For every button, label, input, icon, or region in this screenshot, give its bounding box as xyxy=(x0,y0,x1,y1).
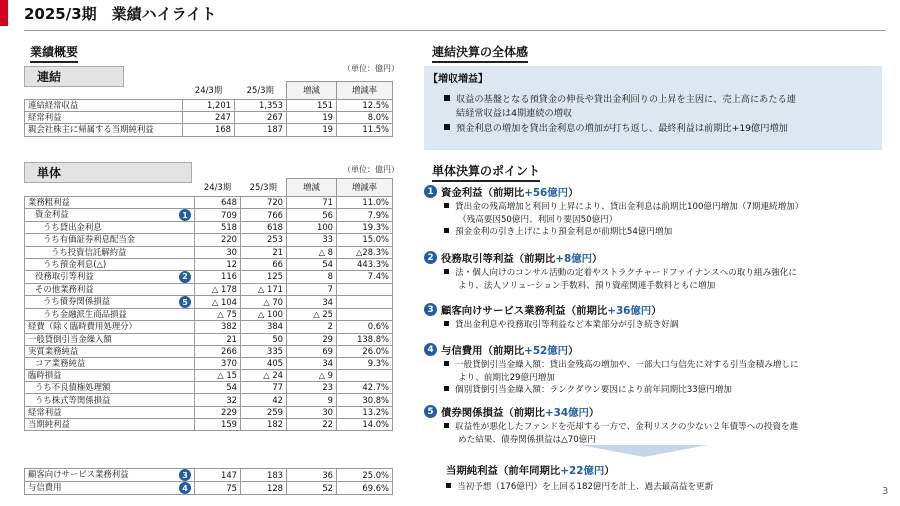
point-heading-2 xyxy=(424,250,602,265)
cell-v25: 182 xyxy=(241,418,287,430)
cell-diff: 56 xyxy=(287,209,337,222)
table-row xyxy=(25,246,393,258)
table-row xyxy=(25,296,393,309)
point-title: 資金利益 xyxy=(441,187,483,199)
gain-bullet-2-text: 預金利息の増加を貸出金利息の増加が打ち返し、最終利益は前期比+19億円増加 xyxy=(456,123,788,134)
point-4-line-1 xyxy=(444,359,884,372)
row-label xyxy=(25,283,195,295)
row-label-text: 顧客向けサービス業務利益 xyxy=(28,469,129,479)
point-4-line-2 xyxy=(458,372,884,385)
overview-section-title-text: 業績概要 xyxy=(30,45,79,59)
point-heading-3 xyxy=(424,302,662,317)
cell-v25: 125 xyxy=(241,270,287,283)
table-row xyxy=(25,382,393,394)
standalone-points-title-text: 単体決算のポイント xyxy=(432,164,541,178)
cell-v25: 50 xyxy=(241,333,287,345)
point-1-line-1 xyxy=(444,201,884,214)
row-label-text: 資金利益 xyxy=(35,209,69,220)
row-label-text: 与信費用 xyxy=(28,482,62,492)
point-title: 顧客向けサービス業務利益 xyxy=(441,305,566,317)
row-label xyxy=(25,382,195,394)
table-row xyxy=(25,270,393,283)
row-label-text: 臨時損益 xyxy=(28,370,62,381)
point-marker-icon: 1 xyxy=(179,209,191,221)
point-line-text: より、法人ソリューション手数料、預り資産関連手数料ともに増加 xyxy=(458,280,716,291)
point-1-line-3 xyxy=(444,226,884,239)
row-label xyxy=(25,197,195,209)
cell-diff: 151 xyxy=(287,100,337,112)
cell-diff: 100 xyxy=(287,222,337,234)
cell-v25: 183 xyxy=(241,469,287,482)
row-label xyxy=(25,100,183,112)
net-income-line-text: 当初予想（176億円）を上回る182億円を計上、過去最高益を更新 xyxy=(457,482,714,492)
cell-v25: 66 xyxy=(241,258,287,270)
standalone-header-25: 25/3期 xyxy=(241,179,287,197)
consolidated-header-diff: 増減 xyxy=(287,82,337,100)
standalone-label: 単体 xyxy=(24,162,192,183)
table-row xyxy=(25,482,393,495)
row-label xyxy=(25,370,195,382)
cell-v24: 30 xyxy=(195,246,241,258)
cell-v25: 77 xyxy=(241,382,287,394)
row-label-text: うち投資信託解約益 xyxy=(51,246,127,257)
gain-bullet-2 xyxy=(444,122,880,136)
cell-diff: 2 xyxy=(287,321,337,333)
consolidated-unit: （単位：億円） xyxy=(343,64,399,73)
net-income-change-prefix: （前年同期比 xyxy=(497,465,561,477)
cell-v24: 709 xyxy=(195,209,241,222)
point-change: +52億円 xyxy=(524,345,569,357)
row-label-text: うち貸出金利息 xyxy=(43,222,102,233)
row-label xyxy=(25,469,195,482)
cell-v24: 168 xyxy=(183,124,235,136)
point-4-line-3 xyxy=(444,384,884,397)
point-change-suffix: ） xyxy=(588,407,600,419)
point-2-line-2 xyxy=(458,280,884,293)
cell-diff: △ 9 xyxy=(287,370,337,382)
cell-diff: △ 25 xyxy=(287,309,337,321)
table-row xyxy=(25,112,393,124)
consolidated-table xyxy=(24,81,393,137)
cell-diff: 33 xyxy=(287,234,337,246)
bullet-square-icon xyxy=(444,423,449,428)
table-row xyxy=(25,418,393,430)
cell-v24: 518 xyxy=(195,222,241,234)
point-line-text: 預金金利の引き上げにより預金利息が前期比54億円増加 xyxy=(455,227,673,237)
cell-v24: 247 xyxy=(183,112,235,124)
cell-rate: 25.0% xyxy=(337,469,393,482)
row-label-text: うち株式等関係損益 xyxy=(35,394,111,405)
cell-rate: 443.3% xyxy=(337,258,393,270)
row-label xyxy=(25,418,195,430)
point-change: +56億円 xyxy=(524,187,569,199)
cell-rate: 138.8% xyxy=(337,333,393,345)
net-income-title: 当期純利益 xyxy=(446,465,498,477)
cell-rate: 8.0% xyxy=(337,112,393,124)
cell-rate: △28.3% xyxy=(337,246,393,258)
bullet-square-icon xyxy=(446,483,451,488)
point-change-prefix: （前期比 xyxy=(482,345,525,357)
row-label-text: うち有価証券利息配当金 xyxy=(43,234,136,245)
cell-v25: 259 xyxy=(241,406,287,418)
cell-v25: 1,353 xyxy=(235,100,287,112)
table-row xyxy=(25,406,393,418)
cell-v24: 648 xyxy=(195,197,241,209)
cell-v24: 32 xyxy=(195,394,241,406)
table-row xyxy=(25,234,393,246)
row-label-text: 連結経常収益 xyxy=(28,100,79,111)
page-title: 2025/3期 業績ハイライト xyxy=(24,5,217,23)
point-title: 与信費用 xyxy=(441,345,483,357)
cell-diff: 54 xyxy=(287,258,337,270)
point-title: 債券関係損益 xyxy=(441,407,504,419)
cell-rate: 7.4% xyxy=(337,270,393,283)
row-label xyxy=(25,296,195,309)
gain-bullet-1 xyxy=(444,93,880,107)
point-number-icon: 4 xyxy=(424,343,437,356)
cell-v25: △ 171 xyxy=(241,283,287,295)
point-number-icon: 2 xyxy=(424,251,437,264)
bullet-square-icon xyxy=(444,124,450,130)
cell-diff: 19 xyxy=(287,112,337,124)
point-1-line-2 xyxy=(458,214,884,227)
row-label-text: コア業務純益 xyxy=(35,357,86,368)
row-label-text: 実質業務純益 xyxy=(28,345,79,356)
row-label-text: うち債券関係損益 xyxy=(43,296,110,307)
cell-diff: 36 xyxy=(287,469,337,482)
row-label-text: うち金融派生商品損益 xyxy=(43,309,127,320)
standalone-header-diff: 増減 xyxy=(287,179,337,197)
cell-v25: △ 100 xyxy=(241,309,287,321)
cell-rate: 69.6% xyxy=(337,482,393,495)
cell-v25: 42 xyxy=(241,394,287,406)
row-label-text: 役務取引等利益 xyxy=(35,270,94,281)
table-row xyxy=(25,283,393,295)
point-change-suffix: ） xyxy=(592,253,603,265)
gain-bullet-1-cont: 結経常収益は4期連続の増収 xyxy=(456,108,573,119)
cell-v24: 12 xyxy=(195,258,241,270)
row-label xyxy=(25,112,183,124)
point-line-text: 一般貸倒引当金繰入額：貸出金残高の増加や、一部大口与信先に対する引当金積み増しに xyxy=(455,360,799,370)
cell-v24: 1,201 xyxy=(183,100,235,112)
point-2-line-1 xyxy=(444,267,884,280)
point-5-line-1 xyxy=(444,421,884,434)
point-line-text: 貸出金の残高増加と利回り上昇により、貸出金利息は前期比100億円増加（7期連続増加） xyxy=(455,202,804,212)
row-label xyxy=(25,246,195,258)
bullet-square-icon xyxy=(444,203,449,208)
row-label xyxy=(25,394,195,406)
row-label-text: 経常利益 xyxy=(28,406,62,417)
net-income-heading xyxy=(446,462,615,477)
net-income-change: +22億円 xyxy=(560,465,605,477)
cell-v25: △ 70 xyxy=(241,296,287,309)
point-change-suffix: ） xyxy=(568,345,579,357)
cell-v25: 267 xyxy=(235,112,287,124)
row-label-text: 業務粗利益 xyxy=(28,197,70,208)
table-row xyxy=(25,469,393,482)
cell-v25: 720 xyxy=(241,197,287,209)
consolidated-header-24: 24/3期 xyxy=(183,82,235,100)
cell-rate: 26.0% xyxy=(337,345,393,357)
standalone-header-24: 24/3期 xyxy=(195,179,241,197)
table-row xyxy=(25,345,393,357)
cell-v24: 266 xyxy=(195,345,241,357)
cell-diff: 29 xyxy=(287,333,337,345)
point-marker-icon: 2 xyxy=(179,271,191,283)
overview-section-title xyxy=(30,43,78,60)
consolidated-header-rate: 増減率 xyxy=(337,82,393,100)
row-label xyxy=(25,482,195,495)
cell-diff: 19 xyxy=(287,124,337,136)
cell-v24: 147 xyxy=(195,469,241,482)
cell-diff: △ 8 xyxy=(287,246,337,258)
table-row xyxy=(25,258,393,270)
row-label-text: 当期純利益 xyxy=(28,418,70,429)
table-row xyxy=(25,222,393,234)
net-income-line xyxy=(446,481,876,494)
bullet-square-icon xyxy=(444,386,449,391)
cell-v25: 128 xyxy=(241,482,287,495)
table-row xyxy=(25,370,393,382)
cell-v24: 75 xyxy=(195,482,241,495)
row-label xyxy=(25,406,195,418)
cell-v24: 54 xyxy=(195,382,241,394)
table-row xyxy=(25,357,393,369)
consolidated-label: 連結 xyxy=(24,66,124,87)
cell-rate xyxy=(337,296,393,309)
consolidated-summary-title-text: 連結決算の全体感 xyxy=(432,45,529,59)
cell-rate: 42.7% xyxy=(337,382,393,394)
standalone-points-title xyxy=(432,162,540,179)
cell-rate xyxy=(337,309,393,321)
cell-diff: 34 xyxy=(287,296,337,309)
point-change-prefix: （前期比 xyxy=(482,187,525,199)
point-number-icon: 3 xyxy=(424,303,437,316)
cell-v25: 618 xyxy=(241,222,287,234)
cell-v24: △ 178 xyxy=(195,283,241,295)
cell-v25: 21 xyxy=(241,246,287,258)
cell-v24: 382 xyxy=(195,321,241,333)
table-row xyxy=(25,197,393,209)
bullet-square-icon xyxy=(444,95,450,101)
cell-rate: 15.0% xyxy=(337,234,393,246)
point-heading-4 xyxy=(424,342,578,357)
row-label xyxy=(25,321,195,333)
point-change-suffix: ） xyxy=(651,305,662,317)
cell-rate: 0.6% xyxy=(337,321,393,333)
row-label-text: うち不良債権処理額 xyxy=(35,382,111,393)
cell-diff: 71 xyxy=(287,197,337,209)
bullet-square-icon xyxy=(444,321,449,326)
row-label xyxy=(25,222,195,234)
cell-rate xyxy=(337,283,393,295)
cell-v24: 370 xyxy=(195,357,241,369)
cell-v25: △ 24 xyxy=(241,370,287,382)
bullet-square-icon xyxy=(444,361,449,366)
row-label xyxy=(25,345,195,357)
row-label xyxy=(25,209,195,222)
cell-v25: 187 xyxy=(235,124,287,136)
point-change-prefix: （前期比 xyxy=(565,305,608,317)
cell-v25: 405 xyxy=(241,357,287,369)
cell-rate: 9.3% xyxy=(337,357,393,369)
net-income-change-suffix: ） xyxy=(604,465,615,477)
table-row xyxy=(25,321,393,333)
cell-rate: 7.9% xyxy=(337,209,393,222)
cell-rate: 11.0% xyxy=(337,197,393,209)
row-label xyxy=(25,357,195,369)
cell-v24: △ 15 xyxy=(195,370,241,382)
cell-v24: △ 75 xyxy=(195,309,241,321)
row-label xyxy=(25,309,195,321)
row-label-text: 経費（除く臨時費用処理分） xyxy=(28,321,137,332)
table-row xyxy=(25,124,393,136)
cell-v24: 21 xyxy=(195,333,241,345)
cell-diff: 52 xyxy=(287,482,337,495)
row-label-text: うち預金利息(△) xyxy=(43,258,107,269)
cell-v24: 229 xyxy=(195,406,241,418)
row-label xyxy=(25,124,183,136)
cell-v25: 384 xyxy=(241,321,287,333)
point-change: +8億円 xyxy=(555,253,593,265)
cell-rate xyxy=(337,370,393,382)
standalone-unit: （単位：億円） xyxy=(343,165,399,174)
point-title: 役務取引等利益 xyxy=(441,253,514,265)
point-line-text: （残高要因50億円、利回り要因50億円） xyxy=(458,214,618,225)
point-line-text: 貸出金利息や役務取引等利益など本業部分が引き続き好調 xyxy=(455,320,679,330)
table-row xyxy=(25,209,393,222)
point-line-text: より、前期比29億円増加 xyxy=(458,372,555,383)
bullet-square-icon xyxy=(444,269,449,274)
row-label xyxy=(25,270,195,283)
cell-diff: 8 xyxy=(287,270,337,283)
gain-heading: 【増収増益】 xyxy=(428,74,488,85)
title-accent-bar xyxy=(0,0,8,26)
point-change-prefix: （前期比 xyxy=(513,253,556,265)
point-number-icon: 1 xyxy=(424,185,437,198)
point-number-icon: 5 xyxy=(424,405,437,418)
point-change: +34億円 xyxy=(544,407,589,419)
cell-v25: 253 xyxy=(241,234,287,246)
cell-v25: 766 xyxy=(241,209,287,222)
bullet-square-icon xyxy=(444,228,449,233)
cell-diff: 22 xyxy=(287,418,337,430)
cell-rate: 14.0% xyxy=(337,418,393,430)
row-label-text: その他業務利益 xyxy=(35,284,94,295)
row-label-text: 経常利益 xyxy=(28,112,62,123)
table-row xyxy=(25,309,393,321)
row-label xyxy=(25,258,195,270)
table-row xyxy=(25,333,393,345)
cell-rate: 13.2% xyxy=(337,406,393,418)
cell-rate: 19.3% xyxy=(337,222,393,234)
cell-v24: 220 xyxy=(195,234,241,246)
standalone-header-rate: 増減率 xyxy=(337,179,393,197)
row-label-text: 一般貸倒引当金繰入額 xyxy=(28,333,112,344)
table-row xyxy=(25,100,393,112)
cell-rate: 30.8% xyxy=(337,394,393,406)
cell-diff: 7 xyxy=(287,283,337,295)
standalone-table xyxy=(24,178,393,431)
gain-bullet-1-text: 収益の基盤となる預貸金の伸長や貸出金利回りの上昇を主因に、売上高にあたる連 xyxy=(456,94,796,105)
point-marker-icon: 5 xyxy=(179,296,191,308)
cell-diff: 9 xyxy=(287,394,337,406)
cell-diff: 34 xyxy=(287,357,337,369)
page-number: 3 xyxy=(882,486,889,497)
point-change: +36億円 xyxy=(607,305,652,317)
title-divider xyxy=(24,30,886,31)
cell-v24: △ 104 xyxy=(195,296,241,309)
cell-diff: 69 xyxy=(287,345,337,357)
point-change-prefix: （前期比 xyxy=(503,407,545,419)
row-label xyxy=(25,333,195,345)
cell-v24: 159 xyxy=(195,418,241,430)
point-3-line-1 xyxy=(444,319,884,332)
point-line-text: 個別貸倒引当金繰入額：ランクダウン要因により前年同期比33億円増加 xyxy=(455,385,732,395)
consolidated-header-25: 25/3期 xyxy=(235,82,287,100)
cell-v25: 335 xyxy=(241,345,287,357)
cell-diff: 23 xyxy=(287,382,337,394)
point-change-suffix: ） xyxy=(568,187,579,199)
point-line-text: 収益性が悪化したファンドを売却する一方で、金利リスクの少ない２年債等への投資を進 xyxy=(455,422,799,432)
standalone-extra-table xyxy=(24,468,393,495)
point-line-text: めた結果、債券関係損益は△70億円 xyxy=(458,434,596,445)
consolidated-summary-title xyxy=(432,43,528,60)
point-heading-5 xyxy=(424,404,599,419)
point-heading-1 xyxy=(424,184,578,199)
row-label xyxy=(25,234,195,246)
down-arrow-icon xyxy=(580,445,708,457)
cell-rate: 12.5% xyxy=(337,100,393,112)
cell-diff: 30 xyxy=(287,406,337,418)
point-line-text: 法・個人向けのコンサル活動の定着やストラクチャードファイナンスへの取り組み強化に xyxy=(455,268,797,278)
table-row xyxy=(25,394,393,406)
cell-rate: 11.5% xyxy=(337,124,393,136)
point-marker-icon: 3 xyxy=(179,469,191,481)
cell-v24: 116 xyxy=(195,270,241,283)
row-label-text: 親会社株主に帰属する当期純利益 xyxy=(28,124,154,135)
point-marker-icon: 4 xyxy=(179,482,191,494)
